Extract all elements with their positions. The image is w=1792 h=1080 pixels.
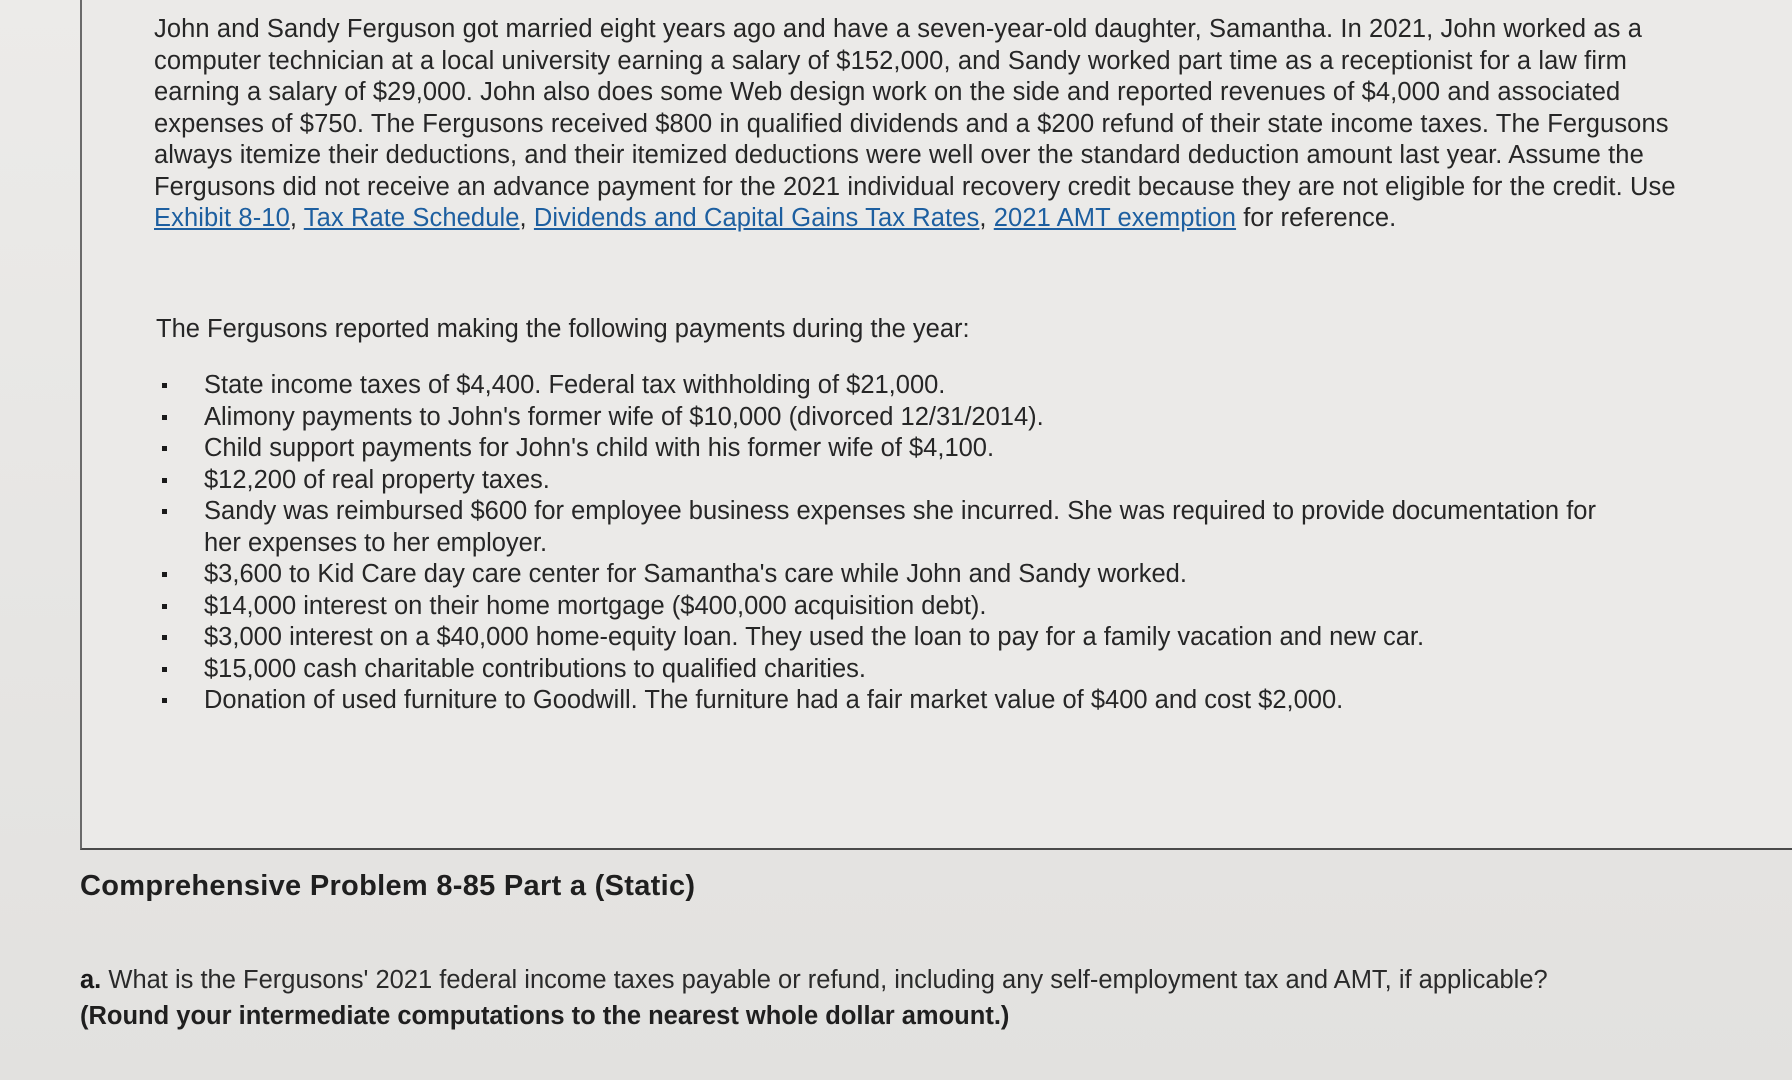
list-item <box>156 654 1596 686</box>
payment-text: Donation of used furniture to Goodwill. The furniture had a fair market value of $400 and cost $2,000. <box>204 686 1344 714</box>
payments-intro: The Fergusons reported making the following payments during the year: <box>156 315 970 343</box>
intro-closing-text: for reference. <box>1236 204 1397 232</box>
bullet-icon <box>162 667 167 672</box>
payment-text: $12,200 of real property taxes. <box>204 465 550 494</box>
list-item <box>156 622 1596 654</box>
link-exhibit-8-10[interactable]: Exhibit 8-10 <box>154 204 290 232</box>
list-item <box>156 496 1596 559</box>
section-title: Comprehensive Problem 8-85 Part a (Static) <box>80 870 696 902</box>
link-dividends-capital-gains-rates[interactable]: Dividends and Capital Gains Tax Rates <box>533 204 980 232</box>
payment-text: $3,600 to Kid Care day care center for Samantha's care while John and Sandy worked. <box>204 560 1187 588</box>
list-item <box>156 433 1596 465</box>
payment-text: $3,000 interest on a $40,000 home-equity loan. They used the loan to pay for a family vacation and new car. <box>204 623 1425 651</box>
bullet-icon <box>162 383 167 388</box>
payment-text: $15,000 cash charitable contributions to qualified charities. <box>204 654 866 683</box>
list-item <box>156 559 1596 591</box>
link-separator: , <box>979 204 994 232</box>
link-separator: , <box>519 204 534 232</box>
payments-list <box>156 370 1596 717</box>
bullet-icon <box>162 415 167 420</box>
list-item <box>156 591 1596 623</box>
problem-statement-box <box>80 0 1792 850</box>
bullet-icon <box>162 604 167 609</box>
payment-text: $14,000 interest on their home mortgage ($400,000 acquisition debt). <box>204 591 987 620</box>
list-item <box>156 685 1596 717</box>
bullet-icon <box>162 446 167 451</box>
payment-text: Sandy was reimbursed $600 for employee business expenses she incurred. She was required to provide documentation for her expenses to her employer. <box>204 497 1596 557</box>
link-2021-amt-exemption[interactable]: 2021 AMT exemption <box>993 204 1237 232</box>
intro-text: John and Sandy Ferguson got married eight years ago and have a seven-year-old daughter, Samantha. In 2021, John worked as a computer technician at a local university earning a salary of $152,000, and Sandy worked part time as a receptionist for a law firm earning a salary of $29,000. John also does some Web design work on the side and reported revenues of $4,000 and associated expenses of $750. The Fergusons received $800 in qualified dividends and a $200 refund of their state income taxes. The Fergusons always itemize their deductions, and their itemized deductions were well over the standard deduction amount last year. Assume the Fergusons did not receive an advance payment for the 2021 individual recovery credit because they are not eligible for the credit. Use <box>154 15 1676 201</box>
problem-intro <box>154 14 1694 235</box>
payment-text: Child support payments for John's child with his former wife of $4,100. <box>204 434 995 462</box>
list-item <box>156 370 1596 402</box>
payment-text: State income taxes of $4,400. Federal tax withholding of $21,000. <box>204 371 946 399</box>
bullet-icon <box>162 509 167 514</box>
bullet-icon <box>162 572 167 577</box>
link-separator: , <box>289 204 304 232</box>
link-tax-rate-schedule[interactable]: Tax Rate Schedule <box>303 204 520 232</box>
list-item <box>156 402 1596 434</box>
question-letter: a. <box>80 966 102 994</box>
bullet-icon <box>162 698 167 703</box>
bullet-icon <box>162 478 167 483</box>
bullet-icon <box>162 635 167 640</box>
question-prompt <box>80 962 1780 1034</box>
question-text: What is the Fergusons' 2021 federal income taxes payable or refund, including any self-employment tax and AMT, if applicable? <box>108 966 1548 994</box>
payment-text: Alimony payments to John's former wife of $10,000 (divorced 12/31/2014). <box>204 402 1044 431</box>
list-item <box>156 465 1596 497</box>
rounding-note: (Round your intermediate computations to the nearest whole dollar amount.) <box>80 1002 1010 1030</box>
